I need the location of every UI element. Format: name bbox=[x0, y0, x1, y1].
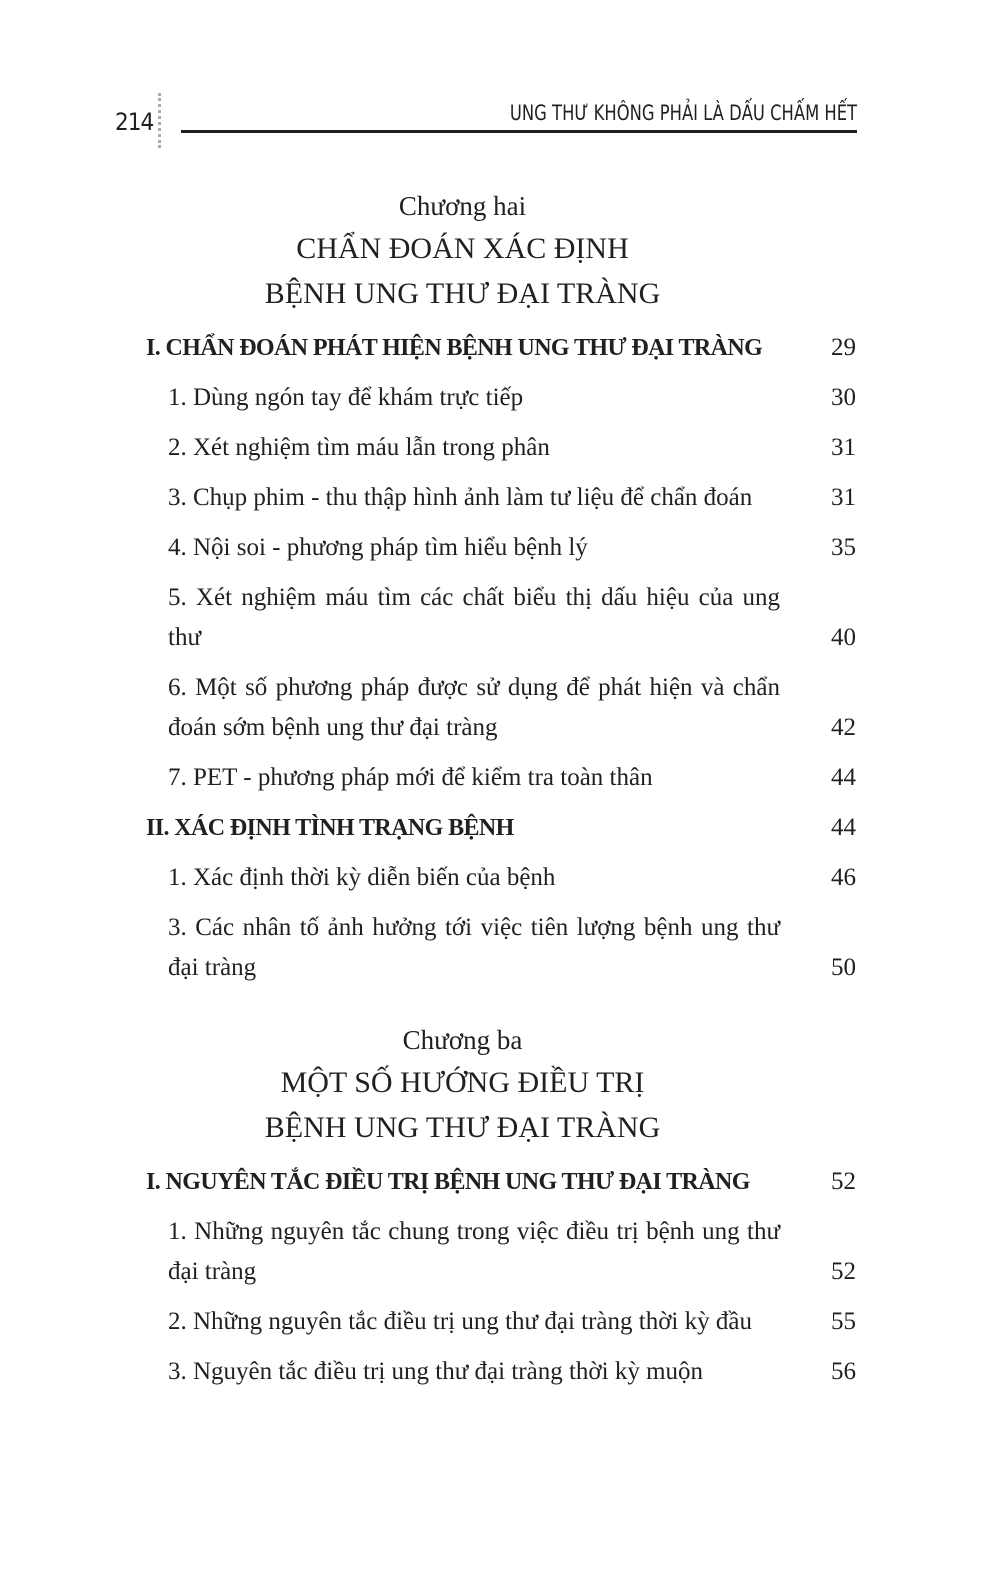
chapter-label: Chương hai bbox=[398, 191, 527, 221]
toc-entry-text: 2. Xét nghiệm tìm máu lẫn trong phân bbox=[168, 434, 550, 461]
chapter-title-line: CHẨN ĐOÁN XÁC ĐỊNH bbox=[296, 232, 629, 265]
toc-section[interactable] bbox=[0, 808, 1000, 848]
toc-page-number: 42 bbox=[831, 714, 856, 741]
chapter-title-line: BỆNH UNG THƯ ĐẠI TRÀNG bbox=[264, 277, 661, 310]
toc-page-number: 44 bbox=[831, 764, 856, 791]
toc-item[interactable] bbox=[0, 1212, 1000, 1292]
toc-section[interactable] bbox=[0, 1162, 1000, 1202]
toc-entry-text: 7. PET - phương pháp mới để kiểm tra toàn thân bbox=[168, 764, 653, 791]
running-title: UNG THƯ KHÔNG PHẢI LÀ DẤU CHẤM HẾT bbox=[509, 101, 857, 125]
toc-page-number: 55 bbox=[831, 1308, 856, 1335]
toc-item[interactable] bbox=[0, 528, 1000, 568]
toc-entry-text: 3. Nguyên tắc điều trị ung thư đại tràng thời kỳ muộn bbox=[168, 1358, 704, 1385]
toc-item[interactable] bbox=[0, 668, 1000, 748]
toc-entry-text: 1. Những nguyên tắc chung trong việc điều trị bệnh ung thư đại tràng bbox=[168, 1218, 780, 1285]
toc-item[interactable] bbox=[0, 908, 1000, 988]
header-rule bbox=[181, 130, 857, 133]
toc-page-number: 30 bbox=[831, 384, 856, 411]
page-number: 214 bbox=[115, 108, 154, 136]
toc-entry-text: 4. Nội soi - phương pháp tìm hiểu bệnh lý bbox=[168, 534, 588, 561]
toc-entry-text: I. NGUYÊN TẮC ĐIỀU TRỊ BỆNH UNG THƯ ĐẠI TRÀNG bbox=[146, 1169, 750, 1195]
toc-entry-text: 3. Các nhân tố ảnh hưởng tới việc tiên lượng bệnh ung thư đại tràng bbox=[168, 914, 780, 981]
toc-page-number: 31 bbox=[831, 434, 856, 461]
toc-entry-text: 6. Một số phương pháp được sử dụng để phát hiện và chẩn đoán sớm bệnh ung thư đại tràng bbox=[168, 674, 780, 741]
toc-entry-text: 5. Xét nghiệm máu tìm các chất biểu thị dấu hiệu của ung thư bbox=[168, 584, 780, 651]
toc-item[interactable] bbox=[0, 378, 1000, 418]
toc-entry-text: 2. Những nguyên tắc điều trị ung thư đại tràng thời kỳ đầu bbox=[168, 1308, 752, 1335]
toc-entry-text: 1. Dùng ngón tay để khám trực tiếp bbox=[168, 384, 524, 411]
toc-entry-text: I. CHẨN ĐOÁN PHÁT HIỆN BỆNH UNG THƯ ĐẠI TRÀNG bbox=[146, 335, 763, 361]
toc-page-number: 44 bbox=[831, 814, 856, 841]
toc-page-number: 40 bbox=[831, 624, 856, 651]
toc-item[interactable] bbox=[0, 478, 1000, 518]
toc-item[interactable] bbox=[0, 1302, 1000, 1342]
chapter-label: Chương ba bbox=[402, 1025, 523, 1055]
toc-item[interactable] bbox=[0, 758, 1000, 798]
chapter-title-line: BỆNH UNG THƯ ĐẠI TRÀNG bbox=[264, 1111, 661, 1144]
toc-item[interactable] bbox=[0, 1352, 1000, 1392]
header-divider bbox=[158, 93, 161, 148]
toc-entry-text: 3. Chụp phim - thu thập hình ảnh làm tư liệu để chẩn đoán bbox=[168, 484, 753, 511]
chapter-two bbox=[0, 186, 1000, 988]
chapter-three bbox=[0, 1020, 1000, 1392]
toc-entry-text: II. XÁC ĐỊNH TÌNH TRẠNG BỆNH bbox=[146, 815, 514, 841]
toc-item[interactable] bbox=[0, 578, 1000, 658]
chapter-title-line: MỘT SỐ HƯỚNG ĐIỀU TRỊ bbox=[280, 1066, 645, 1099]
toc-page-number: 46 bbox=[831, 864, 856, 891]
toc-page-number: 35 bbox=[831, 534, 856, 561]
toc-page-number: 52 bbox=[831, 1168, 856, 1195]
toc-item[interactable] bbox=[0, 858, 1000, 898]
toc-page-number: 29 bbox=[831, 334, 856, 361]
toc-entry-text: 1. Xác định thời kỳ diễn biến của bệnh bbox=[168, 864, 556, 891]
toc-page-number: 52 bbox=[831, 1258, 856, 1285]
toc-item[interactable] bbox=[0, 428, 1000, 468]
toc-page-number: 31 bbox=[831, 484, 856, 511]
toc-page-number: 56 bbox=[831, 1358, 856, 1385]
toc-page-number: 50 bbox=[831, 954, 856, 981]
toc-section[interactable] bbox=[0, 328, 1000, 368]
